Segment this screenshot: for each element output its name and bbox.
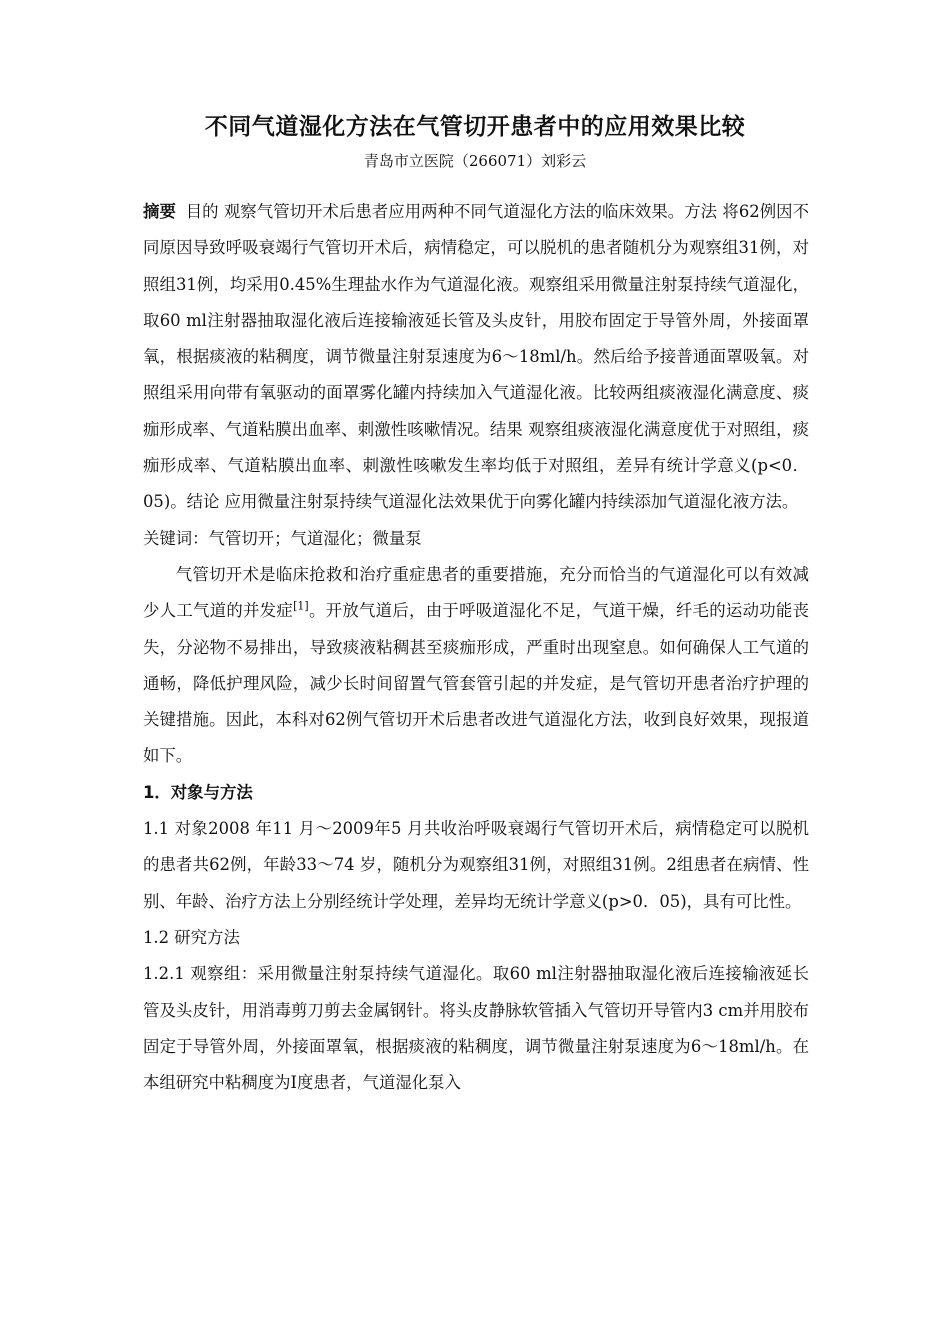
- abstract-text: 目的 观察气管切开术后患者应用两种不同气道湿化方法的临床效果。方法 将62例因不同原因导致呼吸衰竭行气管切开术后，病情稳定，可以脱机的患者随机分为观察组31例，对照组31例，均采用0.45%生理盐水作为气道湿化液。观察组采用微量注射泵持续气道湿化，取60 ml注射器抽取湿化液后连接输液延长管及头皮针，用胶布固定于导管外周，外接面罩氧，根据痰液的粘稠度，调节微量注射泵速度为6～18ml/h。然后给予接普通面罩吸氧。对照组采用向带有氧驱动的面罩雾化罐内持续加入气道湿化液。比较两组痰液湿化满意度、痰痂形成率、气道粘膜出血率、刺激性咳嗽情况。结果 观察组痰液湿化满意度优于对照组，痰痂形成率、气道粘膜出血率、刺激性咳嗽发生率均低于对照组，差异有统计学意义(p<0．05)。结论 应用微量注射泵持续气道湿化法效果优于向雾化罐内持续添加气道湿化液方法。: [143, 202, 810, 512]
- subsection-heading: 1.2 研究方法: [143, 927, 240, 947]
- intro-text-b: 。开放气道后，由于呼吸道湿化不足，气道干燥，纤毛的运动功能丧失，分泌物不易排出，导致痰液粘稠甚至痰痂形成，严重时出现窒息。如何确保人工气道的通畅，降低护理风险，减少长时间留置气管套管引起的并发症，是气管切开患者治疗护理的关键措施。因此，本科对62例气管切开术后患者改进气道湿化方法，收到良好效果，现报道如下。: [143, 601, 809, 766]
- observation-group-paragraph: 1.2.1 观察组：采用微量注射泵持续气道湿化。取60 ml注射器抽取湿化液后连接输液延长管及头皮针，用消毒剪刀剪去金属钢针。将头皮静脉软管插入气管切开导管内3 cm并用胶布固定于导管外周，外接面罩氧，根据痰液的粘稠度，调节微量注射泵速度为6～18ml/h。在本组研究中粘稠度为Ⅰ度患者，气道湿化泵入: [143, 964, 809, 1093]
- keywords: 关键词：气管切开；气道湿化；微量泵: [143, 528, 422, 548]
- citation-ref: [1]: [293, 599, 309, 613]
- author-affiliation: 青岛市立医院（266071）刘彩云: [363, 152, 587, 170]
- abstract-paragraph: [143, 194, 809, 521]
- subjects-paragraph: 1.1 对象2008 年11 月～2009年5 月共收治呼吸衰竭行气管切开术后，病情稳定可以脱机的患者共62例，年龄33～74 岁，随机分为观察组31例，对照组31例。2组患者在病情、性别、年龄、治疗方法上分别经统计学处理，差异均无统计学意义(p>0．05)，具有可比性。: [143, 819, 809, 911]
- intro-text-a: 气管切开术是临床抢救和治疗重症患者的重要措施，充分而恰当的气道湿化可以有效减少人工气道的并发症: [143, 564, 809, 621]
- intro-paragraph: [143, 557, 809, 775]
- paper-body: [143, 194, 809, 1101]
- section-heading: 1．对象与方法: [143, 782, 253, 802]
- abstract-label: 摘要: [143, 202, 176, 221]
- paper-title: 不同气道湿化方法在气管切开患者中的应用效果比较: [204, 114, 746, 140]
